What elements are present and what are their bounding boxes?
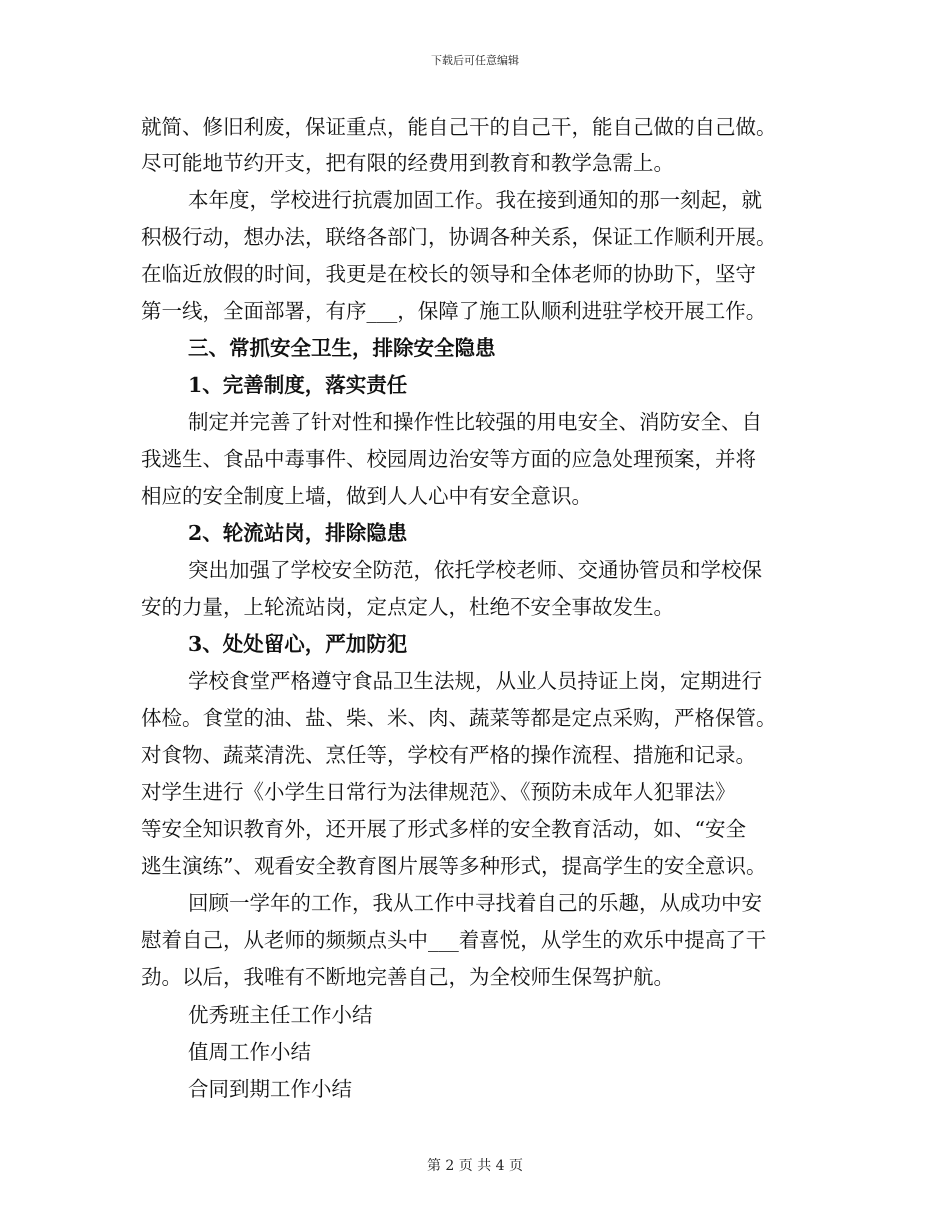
body-line: 安的力量，上轮流站岗，定点定人，杜绝不安全事故发生。 xyxy=(141,595,674,619)
related-article-title: 优秀班主任工作小结 xyxy=(188,1003,373,1027)
related-article-title: 值周工作小结 xyxy=(188,1040,311,1064)
paragraph-first-line: 突出加强了学校安全防范，依托学校老师、交通协管员和学校保 xyxy=(188,558,762,582)
body-line: 就简、修旧利废，保证重点，能自己干的自己干，能自己做的自己做。 xyxy=(141,115,777,139)
body-line: 慰着自己，从老师的频频点头中___着喜悦，从学生的欢乐中提高了干 xyxy=(141,928,767,952)
subsection-heading: 2、轮流站岗，排除隐患 xyxy=(188,521,408,545)
body-line: 等安全知识教育外，还开展了形式多样的安全教育活动，如、“安全 xyxy=(141,817,746,841)
subsection-heading: 1、完善制度，落实责任 xyxy=(188,373,408,397)
related-article-title: 合同到期工作小结 xyxy=(188,1077,352,1101)
body-line: 第一线，全面部署，有序___，保障了施工队顺利进驻学校开展工作。 xyxy=(141,299,767,323)
paragraph-first-line: 回顾一学年的工作，我从工作中寻找着自己的乐趣，从成功中安 xyxy=(188,891,762,915)
page-footer: 第 2 页 共 4 页 xyxy=(426,1158,524,1174)
body-line: 尽可能地节约开支，把有限的经费用到教育和教学急需上。 xyxy=(141,151,674,175)
body-line: 劲。以后，我唯有不断地完善自己，为全校师生保驾护航。 xyxy=(141,965,674,989)
page-header: 下载后可任意编辑 xyxy=(431,54,519,67)
body-line: 我逃生、食品中毒事件、校园周边治安等方面的应急处理预案，并将 xyxy=(141,447,756,471)
body-line: 逃生演练”、观看安全教育图片展等多种形式，提高学生的安全意识。 xyxy=(141,854,767,878)
paragraph-first-line: 学校食堂严格遵守食品卫生法规，从业人员持证上岗，定期进行 xyxy=(188,669,762,693)
body-line: 对学生进行《小学生日常行为法律规范》、《预防未成年人犯罪法》 xyxy=(141,780,736,804)
subsection-heading: 3、处处留心，严加防犯 xyxy=(188,632,408,656)
body-line: 在临近放假的时间，我更是在校长的领导和全体老师的协助下，坚守 xyxy=(141,262,756,286)
section-heading: 三、常抓安全卫生，排除安全隐患 xyxy=(188,336,496,360)
body-line: 相应的安全制度上墙，做到人人心中有安全意识。 xyxy=(141,484,592,508)
body-line: 积极行动，想办法，联络各部门，协调各种关系，保证工作顺利开展。 xyxy=(141,225,777,249)
paragraph-first-line: 本年度，学校进行抗震加固工作。我在接到通知的那一刻起，就 xyxy=(188,188,762,212)
paragraph-first-line: 制定并完善了针对性和操作性比较强的用电安全、消防安全、自 xyxy=(188,410,762,434)
body-line: 对食物、蔬菜清洗、烹任等，学校有严格的操作流程、措施和记录。 xyxy=(141,743,756,767)
body-line: 体检。食堂的油、盐、柴、米、肉、蔬菜等都是定点采购，严格保管。 xyxy=(141,706,777,730)
